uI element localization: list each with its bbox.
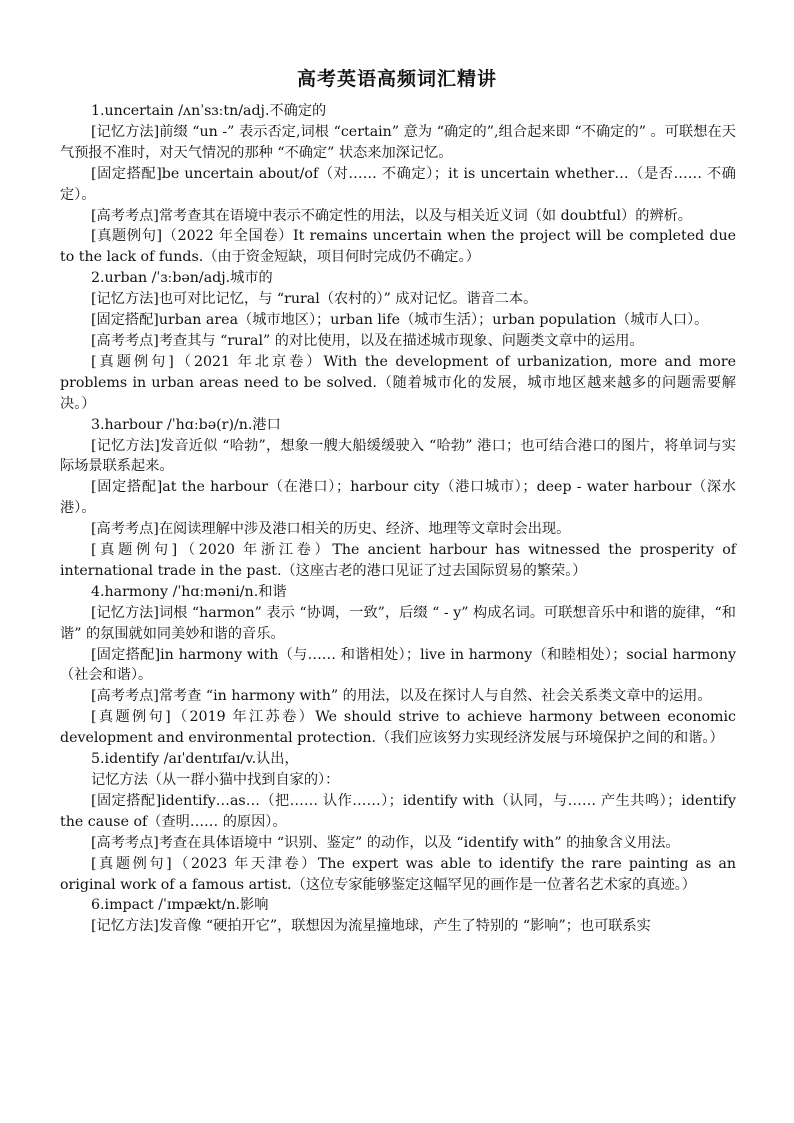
entry-example-sentence: [真题例句]（2022 年全国卷）It remains uncertain when the project will be completed due to the lack of funds.（由于资金短缺，项目何时完成仍不确定。） xyxy=(60,228,736,266)
entry-collocation: [固定搭配]at the harbour（在港口）；harbour city（港口城市）；deep - water harbour（深水港）。 xyxy=(60,479,736,517)
entry-collocation: [固定搭配]in harmony with（与…… 和谐相处）；live in harmony（和睦相处）；social harmony（社会和谐）。 xyxy=(60,646,736,684)
entry-memory-method: [记忆方法]前缀 “un -” 表示否定,词根 “certain” 意为 “确定的”,组合起来即 “不确定的” 。可联想在天气预报不准时，对天气情况的那种 “不确定” 状态来加深记忆。 xyxy=(60,123,736,161)
entry-memory-method: 记忆方法（从一群小猫中找到自家的）： xyxy=(91,772,340,788)
entry-example-sentence: [真题例句]（2023 年天津卷）The expert was able to identify the rare painting as an original work of a famous artist.（这位专家能够鉴定这幅罕见的画作是一位著名艺术家的真迹。） xyxy=(60,855,736,893)
entry-headword: 1.uncertain /ʌnˈsɜːtn/adj.不确定的 xyxy=(91,103,327,119)
entry-exam-point: [高考考点]考查其与 “rural” 的对比使用，以及在描述城市现象、问题类文章中的运用。 xyxy=(91,332,644,349)
vocab-entry-urban xyxy=(60,268,736,414)
entry-exam-point: [高考考点]在阅读理解中涉及港口相关的历史、经济、地理等文章时会出现。 xyxy=(91,521,571,538)
entry-headword: 2.urban /ˈɜːbən/adj.城市的 xyxy=(91,270,273,287)
entry-exam-point: [高考考点]常考查 “in harmony with” 的用法，以及在探讨人与自然、社会关系类文章中的运用。 xyxy=(91,688,712,705)
entry-example-sentence: [真题例句]（2020 年浙江卷）The ancient harbour has witnessed the prosperity of international trade in the past.（这座古老的港口见证了过去国际贸易的繁荣。） xyxy=(60,542,736,579)
entry-memory-method: [记忆方法]发音像 “硬拍开它”，联想因为流星撞地球，产生了特别的 “影响”；也可联系实 xyxy=(91,918,651,935)
entry-headword: 4.harmony /ˈhɑːməni/n.和谐 xyxy=(91,583,287,600)
entry-example-sentence: [真题例句]（2019 年江苏卷）We should strive to achieve harmony between economic development and environmental protection.（我们应该努力实现经济发展与环境保护之间的和谐。） xyxy=(60,709,736,747)
vocab-entry-harbour xyxy=(60,415,736,582)
vocab-entry-uncertain xyxy=(60,101,736,268)
entry-collocation: [固定搭配]urban area（城市地区）；urban life（城市生活）；urban population（城市人口）。 xyxy=(91,312,709,329)
entry-collocation: [固定搭配]identify…as…（把…… 认作……）；identify with（认同，与…… 产生共鸣）；identify the cause of（查明…… 的原因）。 xyxy=(60,792,736,830)
vocab-entry-impact xyxy=(60,895,736,937)
entry-headword: 5.identify /aɪˈdentɪfaɪ/v.认出， xyxy=(91,751,299,768)
vocab-entry-identify xyxy=(60,749,736,895)
page-title: 高考英语高频词汇精讲 xyxy=(296,68,497,90)
entry-memory-method: [记忆方法]也可对比记忆，与 “rural（农村的）” 成对记忆。谐音二本。 xyxy=(91,291,538,308)
entry-exam-point: [高考考点]常考查其在语境中表示不确定性的用法，以及与相关近义词（如 doubtful）的辨析。 xyxy=(91,207,692,224)
entry-headword: 6.impact /ˈɪmpækt/n.影响 xyxy=(91,897,269,914)
entry-memory-method: [记忆方法]词根 “harmon” 表示 “协调，一致”，后缀 “ - y” 构成名词。可联想音乐中和谐的旋律，“和谐” 的氛围就如同美妙和谐的音乐。 xyxy=(60,604,736,642)
entry-headword: 3.harbour /ˈhɑːbə(r)/n.港口 xyxy=(91,416,281,433)
vocab-entry-harmony xyxy=(60,582,736,749)
document-body xyxy=(60,101,736,937)
entry-exam-point: [高考考点]考查在具体语境中 “识别、鉴定” 的动作，以及 “identify with” 的抽象含义用法。 xyxy=(91,834,680,851)
entry-example-sentence: [真题例句]（2021 年北京卷）With the development of urbanization, more and more problems in urban areas need to be solved.（随着城市化的发展，城市地区越来越多的问题需要解决。） xyxy=(60,353,736,412)
entry-collocation: [固定搭配]be uncertain about/of（对…… 不确定）；it is uncertain whether…（是否…… 不确定）。 xyxy=(60,165,736,203)
entry-memory-method: [记忆方法]发音近似 “哈勃”，想象一艘大船缓缓驶入 “哈勃” 港口；也可结合港口的图片，将单词与实际场景联系起来。 xyxy=(60,437,736,475)
